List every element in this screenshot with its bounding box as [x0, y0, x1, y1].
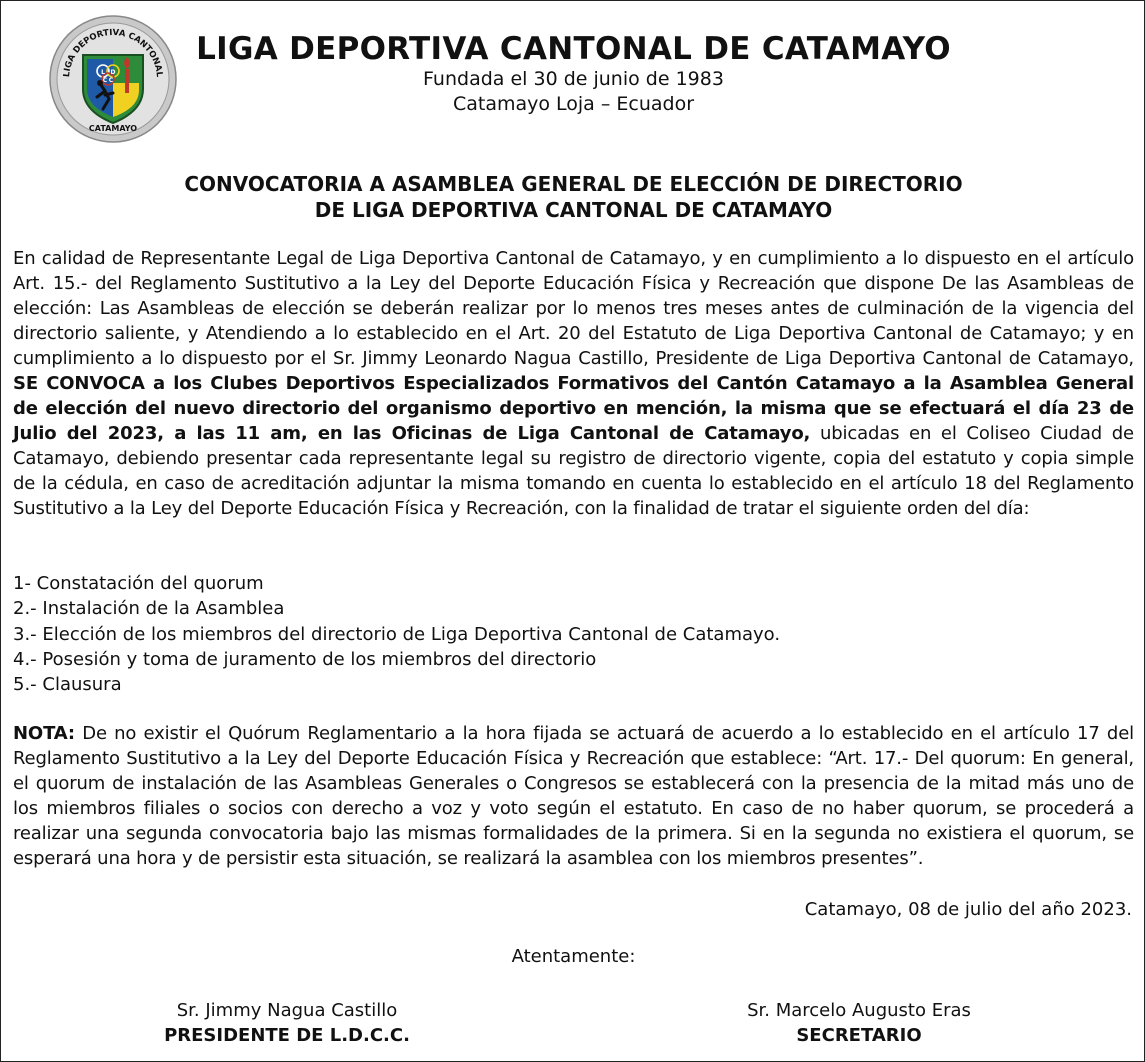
location: Catamayo Loja – Ecuador: [452, 93, 695, 115]
logo-letter-3: C: [102, 77, 108, 84]
signature-secretary: [669, 998, 1049, 1048]
title-line-1: CONVOCATORIA A ASAMBLEA GENERAL DE ELECCIÓN DE DIRECTORIO: [184, 172, 963, 196]
agenda-item: 1- Constatación del quorum: [13, 573, 264, 594]
organization-name: LIGA DEPORTIVA CANTONAL DE CATAMAYO: [196, 31, 951, 67]
document-title: [1, 171, 1145, 223]
logo-top-text: LIGA DEPORTIVA CANTONAL: [61, 27, 165, 78]
logo-letter-2: D: [110, 69, 116, 76]
agenda-item: 3.- Elección de los miembros del directorio de Liga Deportiva Cantonal de Catamayo.: [13, 623, 781, 645]
signature-name: Sr. Jimmy Nagua Castillo: [176, 1000, 398, 1021]
logo-letter-1: L: [101, 69, 105, 76]
founded-date: Fundada el 30 de junio de 1983: [423, 68, 724, 90]
signature-name: Sr. Marcelo Augusto Eras: [747, 1000, 971, 1021]
regards: Atentamente:: [511, 946, 636, 967]
note-label: NOTA:: [13, 723, 75, 744]
note-text: De no existir el Quórum Reglamentario a la hora fijada se actuará de acuerdo a lo establecido en el artículo 17 del Reglamento Sustitutivo a la Ley del Deporte Educación Física y Recreación que establece: “Art. 17.- Del quorum: En general, el quorum de instalación de las Asambleas Generales o Congresos se establecerá con la presencia de la mitad más uno de los miembros filiales o socios con derecho a voz y voto según el estatuto. En caso de no haber quorum, se procederá a realizar una segunda convocatoria bajo las mismas formalidades de la primera. Si en la segunda no existiera el quorum, se esperará una hora y de persistir esta situación, se realizará la asamblea con los miembros presentes”.: [13, 723, 1134, 869]
agenda-list: [13, 571, 1134, 697]
note-paragraph: [13, 721, 1134, 871]
signature-role: PRESIDENTE DE L.D.C.C.: [164, 1025, 410, 1046]
logo-bottom-text: CATAMAYO: [88, 124, 138, 133]
signature-president: [97, 998, 477, 1048]
body-intro: En calidad de Representante Legal de Liga Deportiva Cantonal de Catamayo, y en cumplimiento a lo dispuesto en el artículo Art. 15.- del Reglamento Sustitutivo a la Ley del Deporte Educación Física y Recreación que dispone De las Asambleas de elección: Las Asambleas de elección se deberán realizar por lo menos tres meses antes de culminación de la vigencia del directorio saliente, y Atendiendo a lo establecido en el Art. 20 del Estatuto de Liga Deportiva Cantonal de Catamayo; y en cumplimiento a lo dispuesto por el Sr. Jimmy Leonardo Nagua Castillo, Presidente de Liga Deportiva Cantonal de Catamayo,: [13, 248, 1134, 369]
date-line: Catamayo, 08 de julio del año 2023.: [804, 899, 1132, 920]
agenda-item: 2.- Instalación de la Asamblea: [13, 598, 285, 620]
signature-role: SECRETARIO: [796, 1025, 922, 1046]
title-line-2: DE LIGA DEPORTIVA CANTONAL DE CATAMAYO: [314, 198, 833, 222]
body-rest: ubicadas en el Coliseo Ciudad de Catamayo, debiendo presentar cada representante legal su registro de directorio vigente, copia del estatuto y copia simple de la cédula, en caso de acreditación adjuntar la misma tomando en cuenta lo establecido en el artículo 18 del Reglamento Sustitutivo a la Ley del Deporte Educación Física y Recreación, con la finalidad de tratar el siguiente orden del día:: [13, 423, 1134, 519]
body-bold-convocation: SE CONVOCA a los Clubes Deportivos Especializados Formativos del Cantón Catamayo a la Asamblea General de elección del nuevo directorio del organismo deportivo en mención, la misma que se efectuará el día 23 de Julio del 2023, a las 11 am, en las Oficinas de Liga Cantonal de Catamayo,: [13, 373, 1134, 444]
logo-letter-4: C: [108, 77, 114, 84]
agenda-item: 5.- Clausura: [13, 674, 122, 696]
body-paragraph: [13, 246, 1134, 521]
agenda-item: 4.- Posesión y toma de juramento de los miembros del directorio: [13, 648, 597, 670]
